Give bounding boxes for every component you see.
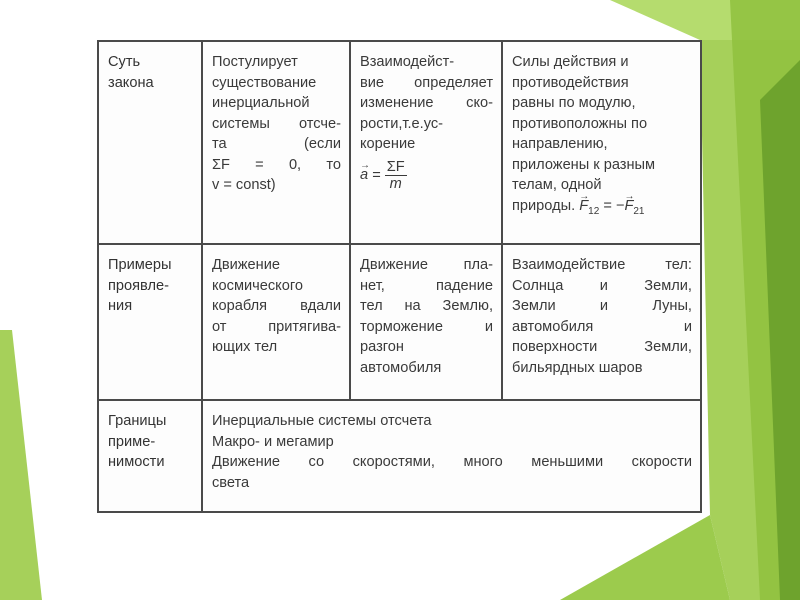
cell-line: тел на Землю,	[360, 298, 493, 314]
formula-sum-force-zero: ΣF = 0, то	[212, 156, 341, 173]
row-label-examples	[98, 244, 202, 400]
formula-fraction	[385, 159, 407, 192]
cell-line: Постулирует	[212, 54, 298, 70]
cell-line: Движение пла-	[360, 257, 493, 273]
row-label-applicability	[98, 400, 202, 512]
cell-line: противоположны по	[512, 115, 648, 132]
cell-second-law-examples	[350, 244, 502, 400]
label-line: проявле-	[108, 277, 169, 294]
cell-line: Взаимодействие тел:	[512, 257, 692, 273]
formula-acceleration	[360, 159, 493, 192]
formula-third-law	[512, 196, 692, 222]
cell-line: рости,т.е.ус-	[360, 115, 444, 132]
cell-line: Движение	[212, 257, 280, 273]
cell-line: системы отсче-	[212, 115, 341, 132]
cell-line: вие определяет	[360, 74, 493, 91]
formula-subscript: 21	[633, 205, 645, 217]
cell-line: Силы действия и	[512, 54, 629, 70]
label-line: Примеры	[108, 257, 172, 273]
label-line: приме-	[108, 433, 156, 450]
cell-line: телам, одной	[512, 177, 602, 193]
formula-force-symbol: → F	[624, 198, 633, 214]
cell-line: Движение со скоростями, много меньшими скорости	[212, 454, 692, 470]
cell-line: света	[212, 474, 250, 491]
cell-line: инерциальной	[212, 95, 310, 111]
label-line: нимости	[108, 454, 165, 470]
cell-line: противодействия	[512, 74, 629, 91]
green-stripe-bottom	[560, 515, 730, 600]
formula-denominator: m	[389, 175, 402, 192]
cell-line: автомобиля	[360, 359, 442, 376]
cell-line: Взаимодейст-	[360, 54, 455, 70]
formula-acceleration-symbol: → a	[360, 167, 368, 183]
cell-line: корабля вдали	[212, 298, 341, 314]
cell-applicability-limits	[202, 400, 701, 512]
cell-line: разгон	[360, 339, 404, 355]
cell-line: от притягива-	[212, 318, 341, 335]
table-row-applicability	[98, 400, 701, 512]
label-line: Суть	[108, 54, 141, 70]
cell-line: нет, падение	[360, 277, 493, 294]
cell-line: бильярдных шаров	[512, 359, 643, 376]
cell-line: направлению,	[512, 136, 608, 152]
formula-subscript: 12	[588, 205, 600, 217]
table-row-essence	[98, 41, 701, 244]
cell-third-law-essence	[502, 41, 701, 244]
cell-line: корение	[360, 136, 416, 152]
row-label-essence	[98, 41, 202, 244]
cell-line: Макро- и мегамир	[212, 433, 334, 450]
label-line: ния	[108, 298, 133, 314]
cell-line: ющих тел	[212, 339, 278, 355]
formula-velocity-const: v = const)	[212, 177, 276, 193]
cell-third-law-examples	[502, 244, 701, 400]
formula-equals: =	[372, 166, 381, 183]
table-row-examples	[98, 244, 701, 400]
cell-line: автомобиля и	[512, 318, 692, 335]
formula-force-symbol: → F	[579, 198, 588, 214]
cell-line: торможение и	[360, 318, 493, 335]
cell-line: Земли и Луны,	[512, 298, 692, 314]
cell-line: поверхности Земли,	[512, 339, 692, 355]
label-line: Границы	[108, 413, 167, 429]
cell-line: существование	[212, 74, 317, 91]
cell-second-law-essence	[350, 41, 502, 244]
physics-laws-table-panel	[97, 40, 700, 513]
formula-numerator: ΣF	[386, 158, 405, 175]
label-line: закона	[108, 74, 154, 91]
cell-line: приложены к разным	[512, 156, 656, 173]
cell-line: изменение ско-	[360, 95, 493, 111]
cell-text: природы.	[512, 197, 576, 214]
cell-line: Солнца и Земли,	[512, 277, 692, 294]
green-stripe-left	[0, 330, 42, 600]
cell-line: Инерциальные системы отсчета	[212, 413, 432, 429]
cell-first-law-examples	[202, 244, 350, 400]
cell-line: равны по модулю,	[512, 95, 636, 111]
physics-laws-table	[97, 40, 702, 513]
cell-line: космического	[212, 277, 303, 294]
cell-line: та (если	[212, 136, 341, 152]
formula-equals-minus: = −	[603, 197, 625, 214]
cell-first-law-essence	[202, 41, 350, 244]
